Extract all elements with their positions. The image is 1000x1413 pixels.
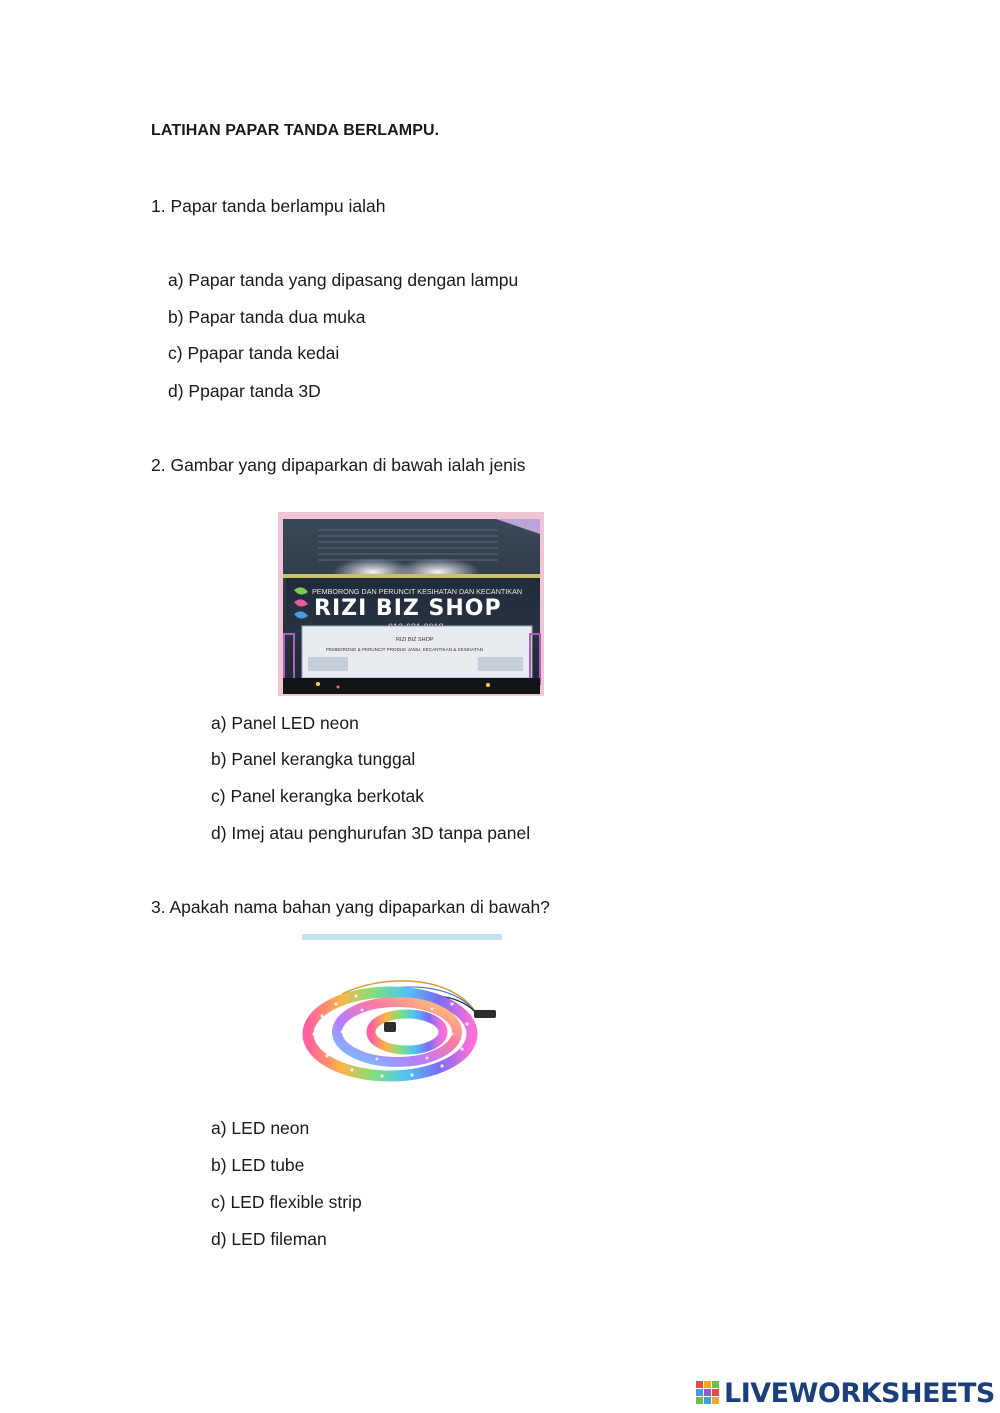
question-3-option-a[interactable]: a) LED neon bbox=[211, 1118, 310, 1138]
question-3-option-b[interactable]: b) LED tube bbox=[211, 1155, 305, 1175]
question-3-option-d[interactable]: d) LED fileman bbox=[211, 1229, 327, 1249]
sign-top-line: PEMBORONG DAN PERUNCIT KESIHATAN DAN KECANTIKAN bbox=[312, 587, 523, 596]
question-2-option-b[interactable]: b) Panel kerangka tunggal bbox=[211, 749, 416, 769]
question-1-option-a[interactable]: a) Papar tanda yang dipasang dengan lampu bbox=[168, 270, 519, 290]
question-2-option-c[interactable]: c) Panel kerangka berkotak bbox=[211, 786, 425, 806]
question-3-text: 3. Apakah nama bahan yang dipaparkan di bawah? bbox=[151, 897, 550, 917]
sign-shop-name: RIZI BIZ SHOP bbox=[314, 596, 502, 621]
question-1-option-d[interactable]: d) Ppapar tanda 3D bbox=[168, 381, 321, 401]
led-strip-photo bbox=[302, 934, 502, 1102]
banner-sub-line: PEMBORONG & PERUNCIT PRODUK JAMU, KECANTIKAN & KESIHATAN bbox=[326, 647, 483, 652]
question-1-option-b[interactable]: b) Papar tanda dua muka bbox=[168, 307, 366, 327]
question-3-option-c[interactable]: c) LED flexible strip bbox=[211, 1192, 362, 1212]
question-2-text: 2. Gambar yang dipaparkan di bawah ialah jenis bbox=[151, 455, 526, 475]
question-1-option-c[interactable]: c) Ppapar tanda kedai bbox=[168, 343, 340, 363]
liveworksheets-logo-text: LIVEWORKSHEETS bbox=[724, 1377, 995, 1409]
banner-brand: RIZI BIZ SHOP bbox=[396, 637, 434, 643]
question-2-option-a[interactable]: a) Panel LED neon bbox=[211, 713, 359, 733]
worksheet-title: LATIHAN PAPAR TANDA BERLAMPU. bbox=[151, 122, 440, 139]
shop-signboard-photo bbox=[278, 512, 544, 696]
question-1-text: 1. Papar tanda berlampu ialah bbox=[151, 196, 386, 216]
liveworksheets-logo bbox=[696, 1376, 995, 1410]
liveworksheets-logo-icon bbox=[696, 1381, 720, 1405]
question-2-option-d[interactable]: d) Imej atau penghurufan 3D tanpa panel bbox=[211, 823, 531, 843]
